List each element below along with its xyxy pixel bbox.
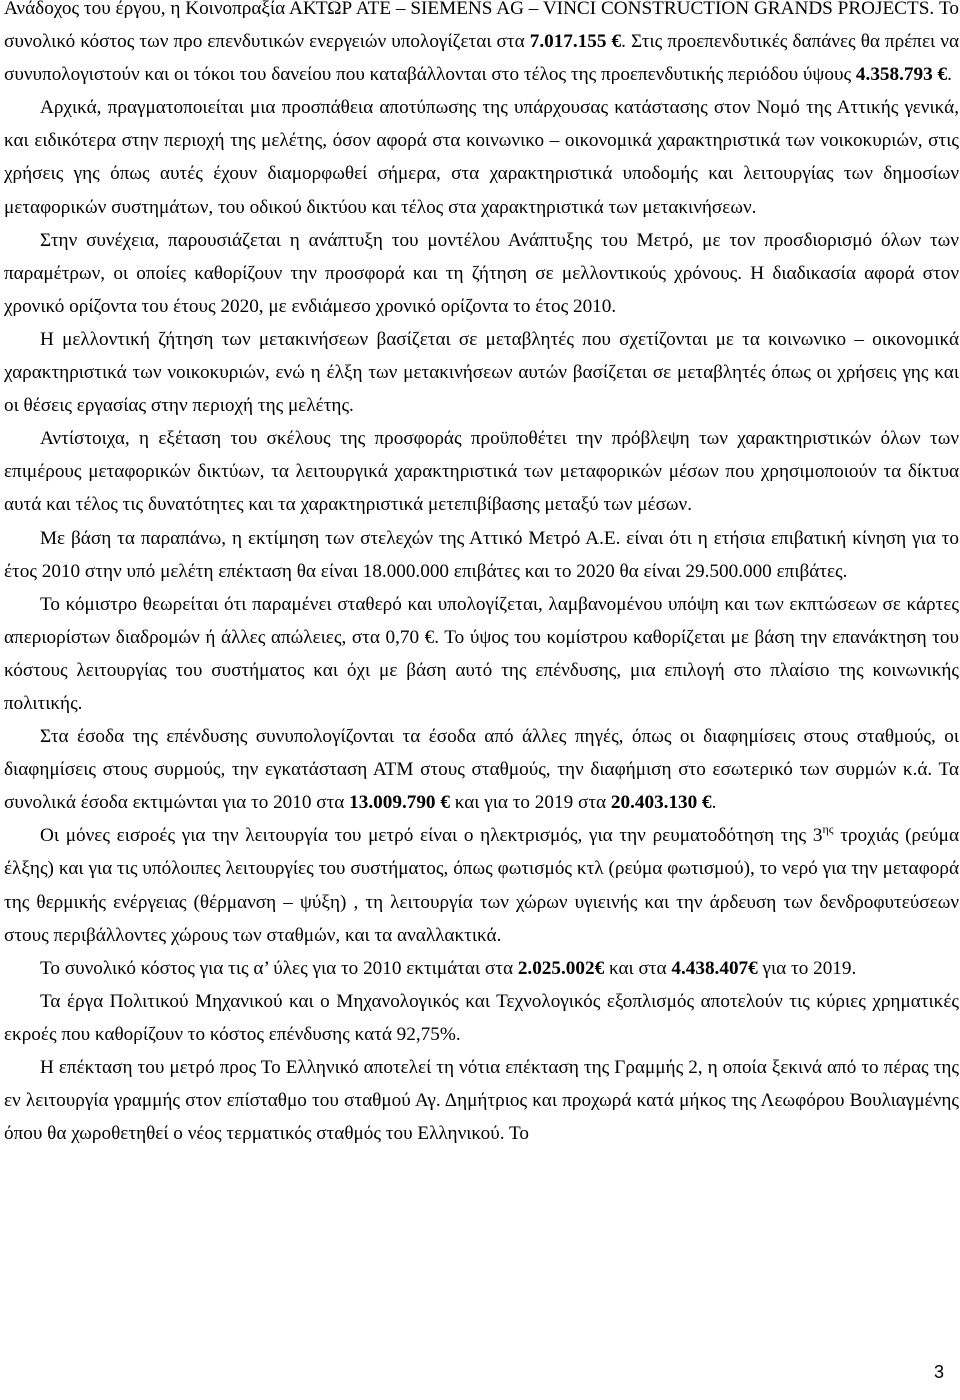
text-run: για το 2019. [757,957,857,979]
body-text [4,0,959,1150]
text-run: Οι μόνες εισροές για την λειτουργία του μετρό είναι ο ηλεκτρισμός, για την ρευματοδότηση της 3 [40,825,823,847]
text-run: τροχιάς (ρεύμα έλξης) και για τις υπόλοιπες λειτουργίες του συστήματος, όπως φωτισμός κτλ (ρεύμα φωτισμού), το νερό για την μεταφορά της θερμικής ενέργειας (θέρμανση – ψύξη) , τη λειτουργία των χώρων υγιεινής και την άρδευση των δενδροφυτεύσεων στους περιβάλλοντες χώρους των σταθμών, και τα αναλλακτικά. [4,825,959,946]
paragraph-raw-materials-cost [4,952,959,985]
text-run: και στα [604,957,672,979]
text-run: . [711,792,717,814]
paragraph-extension: Η επέκταση του μετρό προς Το Ελληνικό αποτελεί τη νότια επέκταση της Γραμμής 2, η οποία ξεκινά από το πέρας της εν λειτουργία γραμμής στον επίσταθμο του σταθμού Αγ. Δημήτριος και προχωρά κατά μήκος της Λεωφόρου Βουλιαγμένης όπου θα χωροθετηθεί ο νέος τερματικός σταθμός του Ελληνικού. Το [4,1057,959,1145]
amount-materials-2019: 4.438.407€ [671,957,758,979]
amount-revenue-2010: 13.009.790 € [349,792,450,814]
amount-materials-2010: 2.025.002€ [517,957,605,979]
text-run: και για το 2019 στα [449,792,611,814]
amount-pre-investment: 7.017.155 € [529,31,622,53]
paragraph-ridership: Με βάση τα παραπάνω, η εκτίμηση των στελεχών της Αττικό Μετρό Α.Ε. είναι ότι η ετήσια επιβατική κίνηση για το έτος 2010 στην υπό μελέτη επέκταση θα είναι 18.000.000 επιβάτες και το 2020 θα είναι 29.500.000 επιβάτες. [4,527,959,582]
paragraph-supply: Αντίστοιχα, η εξέταση του σκέλους της προσφοράς προϋποθέτει την πρόβλεψη των χαρακτηριστικών όλων των επιμέρους μεταφορικών δικτύων, τα λειτουργικά χαρακτηριστικά των μεταφορικών μέσων που χρησιμοποιούν τα δίκτυα αυτά και τέλος τις δυνατότητες και τα χαρακτηριστικά μετεπιβίβασης μεταξύ των μέσων. [4,428,959,516]
ordinal-superscript: ης [822,822,834,837]
text-run: . Στις προεπενδυτικές δαπάνες θα πρέπει να συνυπολογιστούν και οι τόκοι του δανείου που καταβάλλονται στο τέλος της προεπενδυτικής περιόδου ύψους [4,31,960,86]
paragraph-inputs [4,819,959,951]
text-run: Στα έσοδα της επένδυσης συνυπολογίζονται τα έσοδα από άλλες πηγές, όπως οι διαφημίσεις στους σταθμούς, οι διαφημίσεις στους συρμούς, την εγκατάσταση ΑΤΜ στους σταθμούς, την διαφήμιση στο εσωτερικό των συρμών κ.ά. Τα συνολικά έσοδα εκτιμώνται για το 2010 στα [4,726,959,814]
paragraph-fare: Το κόμιστρο θεωρείται ότι παραμένει σταθερό και υπολογίζεται, λαμβανομένου υπόψη και των εκπτώσεων σε κάρτες απεριορίστων διαδρομών ή άλλες απώλειες, στα 0,70 €. Το ύψος του κομίστρου καθορίζεται με βάση την επανάκτηση του κόστους λειτουργίας του συστήματος και όχι με βάση αυτό της επένδυσης, μια επιλογή στο πλαίσιο της κοινωνικής πολιτικής. [4,593,959,714]
text-run: Ανάδοχος του έργου, η Κοινοπραξία ΑΚΤΩΡ ΑΤΕ – SIEMENS AG – VINCI CONSTRUCTION GRANDS PROJECTS. Το συνολικό κόστος των προ επενδυτικών ενεργειών υπολογίζεται στα [4,0,959,53]
text-run: Το συνολικό κόστος για τις α’ ύλες για το 2010 εκτιμάται στα [40,957,518,979]
paragraph-existing-situation: Αρχικά, πραγματοποιείται μια προσπάθεια αποτύπωσης της υπάρχουσας κατάστασης στον Νομό της Αττικής γενικά, και ειδικότερα στην περιοχή της μελέτης, όσον αφορά στα κοινωνικο – οικονομικά χαρακτηριστικά των νοικοκυριών, στις χρήσεις γης όπως αυτές έχουν διαμορφωθεί σήμερα, στα χαρακτηριστικά υποδομής και λειτουργίας των δημοσίων μεταφορικών συστημάτων, του οδικού δικτύου και τέλος στα χαρακτηριστικά των μετακινήσεων. [4,97,959,218]
amount-revenue-2019: 20.403.130 € [610,792,712,814]
paragraph-revenues [4,720,959,819]
paragraph-future-demand: Η μελλοντική ζήτηση των μετακινήσεων βασίζεται σε μεταβλητές που σχετίζονται με τα κοινωνικο – οικονομικά χαρακτηριστικά των νοικοκυριών, ενώ η έλξη των μετακινήσεων αυτών βασίζεται σε μεταβλητές όπως οι χρήσεις γης και οι θέσεις εργασίας στην περιοχή της μελέτης. [4,328,959,417]
paragraph-cash-outflows: Τα έργα Πολιτικού Μηχανικού και ο Μηχανολογικός και Τεχνολογικός εξοπλισμός αποτελούν τις κύριες χρηματικές εκροές που καθορίζουν το κόστος επένδυσης κατά 92,75%. [4,990,959,1045]
amount-loan-interest: 4.358.793 € [855,64,948,86]
text-run: . [947,64,952,86]
paragraph-model-development: Στην συνέχεια, παρουσιάζεται η ανάπτυξη του μοντέλου Ανάπτυξης του Μετρό, με τον προσδιορισμό όλων των παραμέτρων, οι οποίες καθορίζουν την προσφορά και τη ζήτηση σε μελλοντικούς χρόνους. Η διαδικασία αφορά στον χρονικό ορίζοντα του έτους 2020, με ενδιάμεσο χρονικό ορίζοντα το έτος 2010. [4,229,959,317]
paragraph-contractor-costs [4,0,959,91]
page-number: 3 [933,1362,944,1382]
